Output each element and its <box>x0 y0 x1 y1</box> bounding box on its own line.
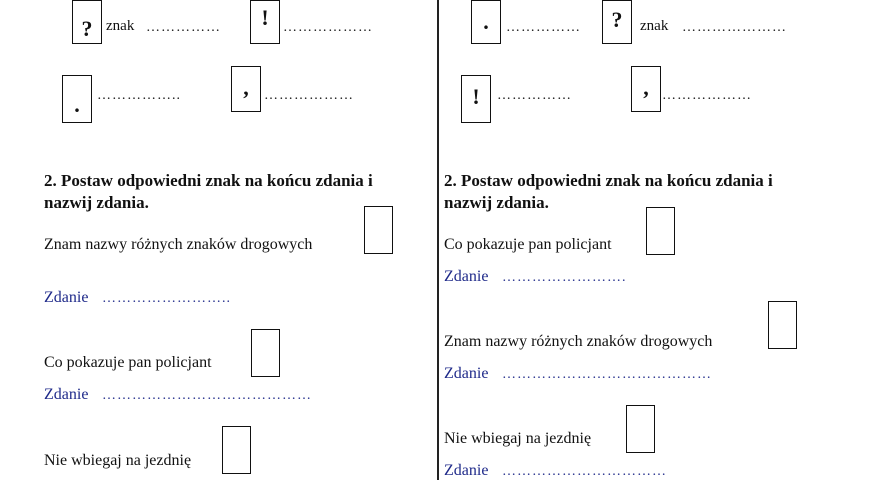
sentence-type-answer[interactable]: …………………….. <box>102 291 231 306</box>
question-mark-symbol: ? <box>611 7 623 32</box>
zdanie-label: Zdanie <box>444 365 489 382</box>
sentence-text: Nie wbiegaj na jezdnię <box>44 452 192 469</box>
zdanie-label: Zdanie <box>444 268 489 285</box>
answer-dots[interactable]: ……………… <box>662 88 752 103</box>
sentence-text: Co pokazuje pan policjant <box>44 354 212 371</box>
sentence-text: Znam nazwy różnych znaków drogowych <box>44 236 313 253</box>
question-mark-symbol: ? <box>81 16 93 41</box>
period-symbol: . <box>74 92 80 117</box>
task-heading: 2. Postaw odpowiedni znak na końcu zdania i nazwij zdania. <box>444 171 773 212</box>
znak-label: znak <box>106 18 135 34</box>
answer-dots[interactable]: ………………… <box>682 20 787 35</box>
punctuation-answer-box[interactable] <box>768 301 797 349</box>
zdanie-label: Zdanie <box>44 289 89 306</box>
exclamation-mark-symbol: ! <box>261 5 269 30</box>
comma-box <box>631 66 661 112</box>
znak-label: znak <box>640 18 669 34</box>
punctuation-answer-box[interactable] <box>251 329 280 377</box>
sentence-text: Nie wbiegaj na jezdnię <box>444 430 592 447</box>
sentence-type-answer[interactable]: …………………………………… <box>102 388 312 403</box>
period-symbol: . <box>483 9 489 34</box>
period-box <box>471 0 501 44</box>
zdanie-label: Zdanie <box>44 386 89 403</box>
comma-symbol: , <box>243 75 249 100</box>
answer-dots[interactable]: …………… <box>497 88 572 103</box>
question-mark-box <box>72 0 102 44</box>
punctuation-answer-box[interactable] <box>626 405 655 453</box>
question-mark-box <box>602 0 632 44</box>
zdanie-label: Zdanie <box>444 462 489 479</box>
sentence-text: Znam nazwy różnych znaków drogowych <box>444 333 713 350</box>
punctuation-answer-box[interactable] <box>646 207 675 255</box>
comma-box <box>231 66 261 112</box>
task-heading: 2. Postaw odpowiedni znak na końcu zdania i nazwij zdania. <box>44 171 373 212</box>
column-divider <box>437 0 439 480</box>
period-box <box>62 75 92 123</box>
exclamation-mark-box <box>461 75 491 123</box>
answer-dots[interactable]: ……………… <box>283 20 373 35</box>
sentence-type-answer[interactable]: ……………………. <box>502 270 627 285</box>
sentence-type-answer[interactable]: …………………………………… <box>502 367 712 382</box>
answer-dots[interactable]: …………… <box>146 20 221 35</box>
answer-dots[interactable]: …………….. <box>97 88 181 103</box>
punctuation-answer-box[interactable] <box>222 426 251 474</box>
exclamation-mark-symbol: ! <box>472 84 480 109</box>
comma-symbol: , <box>643 75 649 100</box>
exclamation-mark-box <box>250 0 280 44</box>
sentence-text: Co pokazuje pan policjant <box>444 236 612 253</box>
sentence-type-answer[interactable]: …………………………… <box>502 464 667 479</box>
answer-dots[interactable]: …………… <box>506 20 581 35</box>
punctuation-answer-box[interactable] <box>364 206 393 254</box>
answer-dots[interactable]: ……………… <box>264 88 354 103</box>
